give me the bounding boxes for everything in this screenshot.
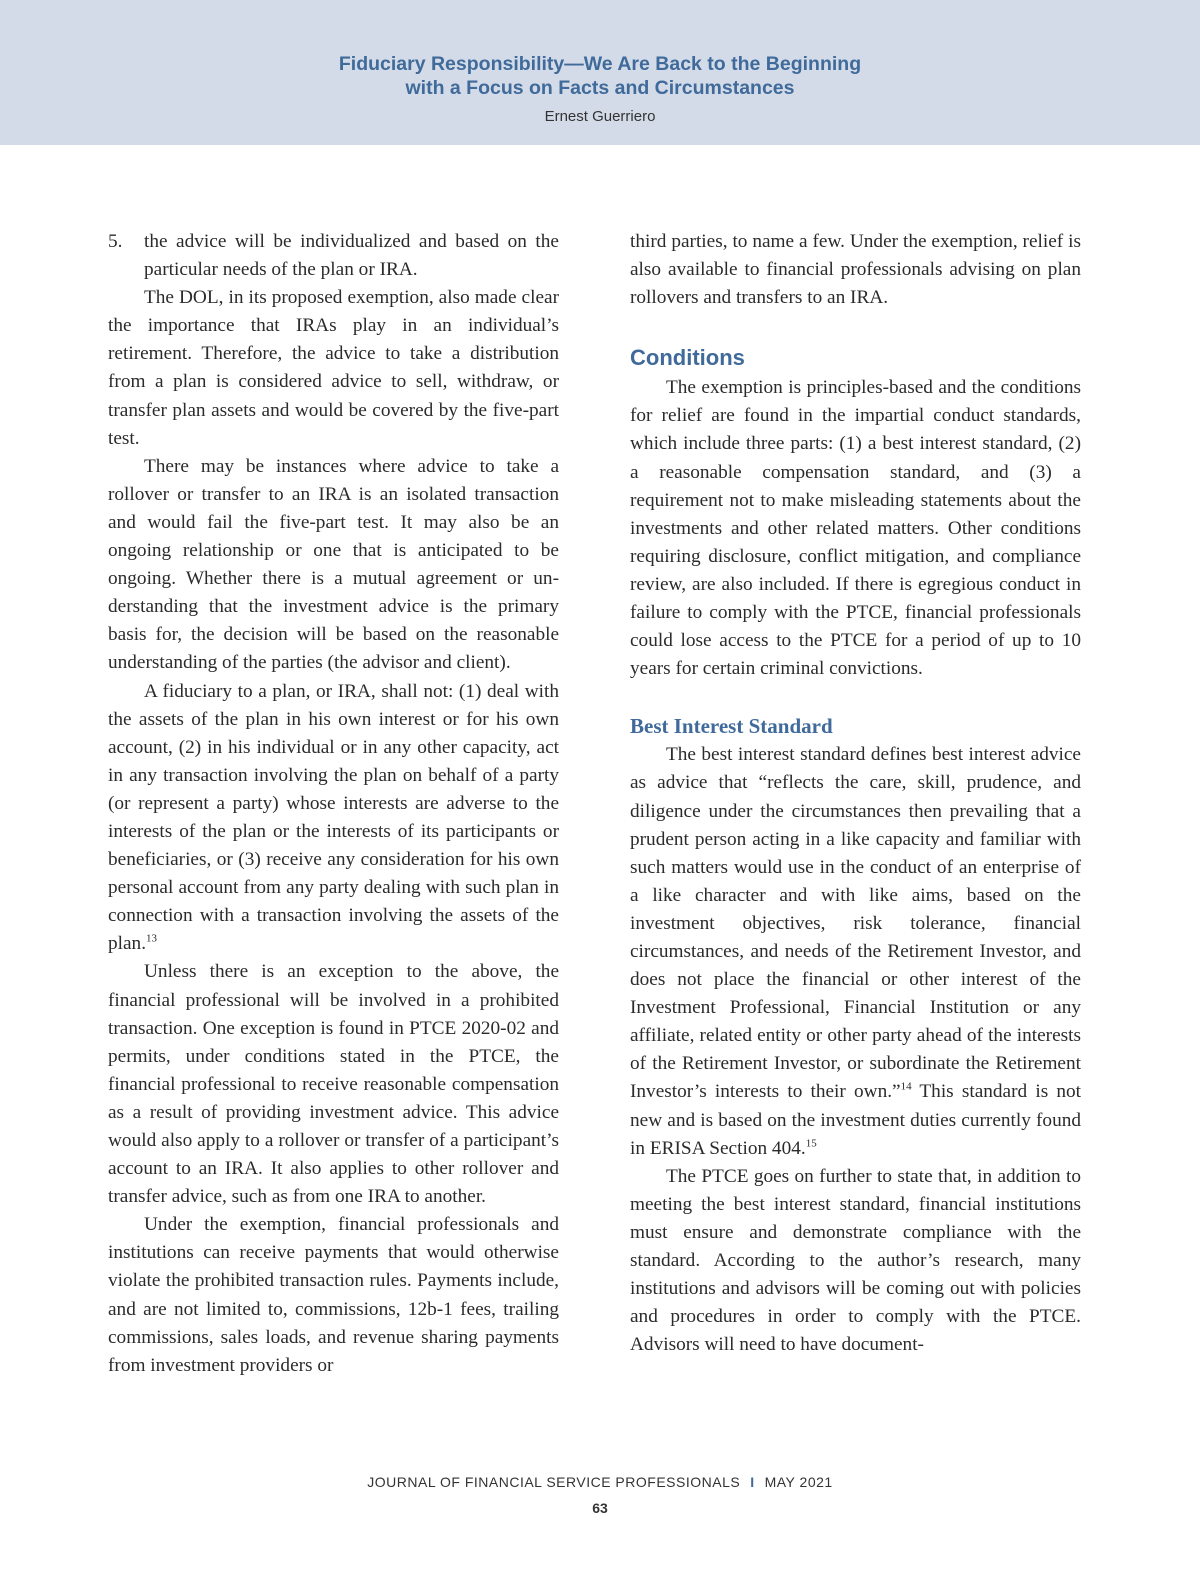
paragraph: There may be instances where advice to take a rollover or transfer to an IRA is an isolated transaction and would fail the five-part test. It may also be an ongoing relationship or one that is anticipated to be ongoing. Whether there is a mutual agreement or understanding that the investment advice is the primary basis for, the decision will be based on the reasonable understanding of the parties (the advisor and client). <box>108 455 559 674</box>
paragraph-text: The best interest standard defines best interest advice as advice that “reflects the care, skill, prudence, and diligence under the circumstances then prevailing that a prudent person acting in a like capacity and familiar with such matters would use in the conduct of an enterprise of a like character and with like aims, based on the investment objectives, risk tolerance, financial circumstances, and needs of the Retirement Investor, and does not place the financial or other interest of the Investment Professional, Financial Institution or any affiliate, related entity or other party ahead of the interests of the Retirement Investor, or subordinate the Retirement Investor’s interests to their own.” <box>630 744 1081 1103</box>
left-column <box>108 228 559 1380</box>
section-heading-conditions: Conditions <box>630 345 745 371</box>
list-item-text: the advice will be individualized and based on the particular needs of the plan or IRA. <box>144 231 559 281</box>
paragraph: Under the exemption, financial professionals and institutions can receive payments that would otherwise violate the prohibited transaction rules. Payments include, and are not limited to, commissions, 12b-1 fees, trailing commissions, sales loads, and revenue sharing payments from investment providers or <box>108 1214 559 1376</box>
paragraph: The PTCE goes on further to state that, in addition to meeting the best interest standard, financial institutions must ensure and demonstrate compliance with the standard. According to the author’s research, many institutions and advisors will be coming out with policies and procedures in order to comply with the PTCE. Advisors will need to have document- <box>630 1165 1081 1356</box>
paragraph-text: This standard is not new and is based on the investment duties currently found in ERISA Section 404. <box>630 1081 1081 1159</box>
footnote-ref: 15 <box>805 1137 817 1150</box>
header-banner <box>0 0 1200 145</box>
footnote-ref: 14 <box>900 1081 912 1094</box>
right-column <box>630 228 1081 1359</box>
journal-name: JOURNAL OF FINANCIAL SERVICE PROFESSIONALS <box>367 1474 741 1490</box>
issue-date: MAY 2021 <box>764 1474 833 1490</box>
page-number: 63 <box>592 1500 608 1516</box>
paragraph <box>108 678 559 959</box>
paragraph: The exemption is principles-based and the conditions for relief are found in the impartial conduct standards, which include three parts: (1) a best interest standard, (2) a reasonable compensation standard, and (3) a requirement not to make misleading statements about the investments and other related matters. Other conditions requiring disclosure, conflict mitigation, and compliance review, are also included. If there is egregious conduct in failure to comply with the PTCE, financial professionals could lose access to the PTCE for a period of up to 10 years for certain criminal convictions. <box>630 377 1081 680</box>
article-title-line2: with a Focus on Facts and Circumstances <box>405 77 795 99</box>
article-title-line1: Fiduciary Responsibility—We Are Back to the Beginning <box>338 53 862 75</box>
footer-separator: I <box>750 1474 755 1490</box>
paragraph: third parties, to name a few. Under the exemption, relief is also available to financial professionals advising on plan rollovers and transfers to an IRA. <box>630 231 1081 309</box>
page-footer <box>0 1474 1200 1490</box>
list-item-number: 5. <box>108 231 123 252</box>
section-heading-best-interest: Best Interest Standard <box>630 714 833 739</box>
article-author: Ernest Guerriero <box>544 108 656 125</box>
paragraph-text: A fiduciary to a plan, or IRA, shall not: (1) deal with the assets of the plan in his own interest or for his own account, (2) in his individual or in any other capacity, act in any transaction involving the plan on behalf of a party (or represent a party) whose interests are adverse to the interests of the plan or the interests of its participants or beneficiaries, or (3) receive any consideration for his own personal account from any party dealing with such plan in connection with a transaction involving the assets of the plan. <box>108 680 559 955</box>
footnote-ref: 13 <box>146 932 158 945</box>
paragraph: The DOL, in its proposed exemption, also made clear the importance that IRAs play in an individual’s retirement. Therefore, the advice to take a distribution from a plan is considered advice to sell, withdraw, or transfer plan assets and would be covered by the five-part test. <box>108 287 559 449</box>
paragraph <box>630 741 1081 1162</box>
paragraph: Unless there is an exception to the above, the financial professional will be involved in a prohibited transaction. One exception is found in PTCE 2020-02 and permits, under conditions stated in the PTCE, the financial professional to receive reasonable compensation as a result of providing investment advice. This advice would also apply to a rollover or transfer of a participant’s account to an IRA. It also applies to other rollover and transfer advice, such as from one IRA to another. <box>108 961 559 1208</box>
list-item-5 <box>108 228 559 284</box>
